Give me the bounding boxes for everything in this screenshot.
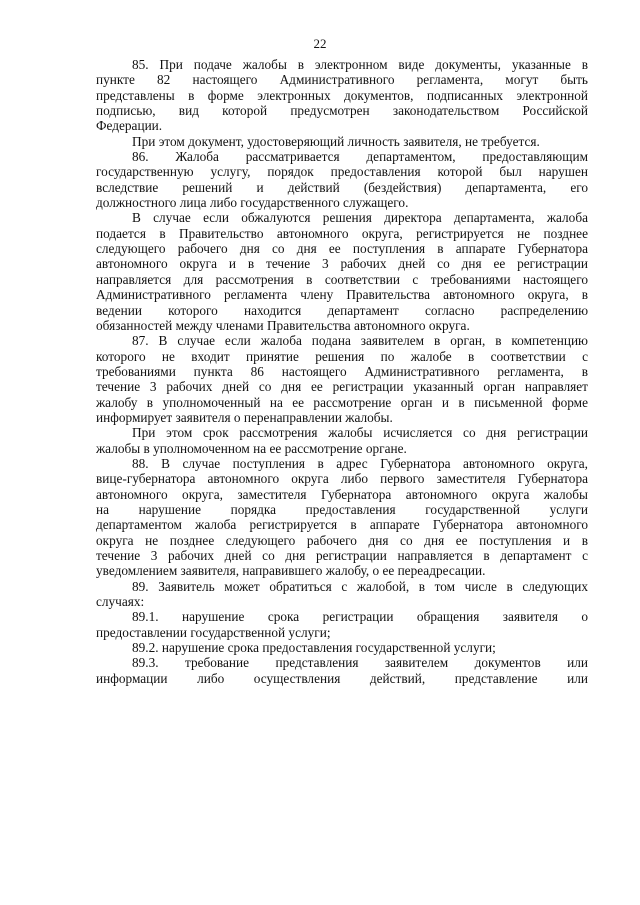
text-line: 87. В случае если жалоба подана заявителем в орган, в компетенцию bbox=[132, 333, 588, 349]
text-line: При этом срок рассмотрения жалобы исчисляется со дня регистрации bbox=[132, 425, 588, 441]
text-line: представлены в форме электронных документов, подписанных электронной bbox=[96, 87, 588, 103]
text-line: 89. Заявитель может обратиться с жалобой, в том числе в следующих bbox=[132, 578, 588, 594]
paragraph bbox=[96, 333, 588, 425]
text-line: информирует заявителя о перенаправлении жалобы. bbox=[96, 409, 393, 425]
text-line: следующего рабочего дня со дня ее поступления в аппарате Губернатора bbox=[96, 241, 588, 257]
paragraph bbox=[96, 609, 588, 640]
text-line: должностного лица либо государственного служащего. bbox=[96, 195, 409, 211]
text-line: обязанностей между членами Правительства автономного округа. bbox=[96, 317, 470, 333]
paragraph bbox=[96, 134, 588, 149]
paragraph bbox=[96, 579, 588, 610]
text-line: жалобы в уполномоченном на ее рассмотрение органе. bbox=[96, 440, 407, 456]
text-line: государственную услугу, порядок предоставления которой был нарушен bbox=[96, 164, 588, 180]
text-line: случаях: bbox=[96, 594, 145, 610]
text-line: 86. Жалоба рассматривается департаментом, предоставляющим bbox=[132, 149, 588, 165]
document-body bbox=[96, 57, 588, 686]
text-line: которого не входит принятие решения по жалобе в соответствии с bbox=[96, 348, 588, 364]
text-line: департаментом жалоба регистрируется в аппарате Губернатора автономного bbox=[96, 517, 588, 533]
text-line: подается в Правительство автономного округа, регистрируется не позднее bbox=[96, 225, 588, 241]
text-line: В случае если обжалуются решения директора департамента, жалоба bbox=[132, 210, 588, 226]
text-line: 89.3. требование представления заявителем документов или bbox=[132, 655, 588, 671]
text-line: информации либо осуществления действий, представление или bbox=[96, 670, 588, 686]
text-line: 89.2. нарушение срока предоставления государственной услуги; bbox=[132, 640, 496, 656]
text-line: автономного округа и в течение 3 рабочих дней со дня ее регистрации bbox=[96, 256, 588, 272]
text-line: предоставлении государственной услуги; bbox=[96, 624, 331, 640]
paragraph bbox=[96, 456, 588, 579]
paragraph bbox=[96, 210, 588, 333]
text-line: на нарушение порядка предоставления государственной услуги bbox=[96, 501, 588, 517]
text-line: направляется для рассмотрения в соответствии с требованиями настоящего bbox=[96, 271, 588, 287]
text-line: течение 3 рабочих дней со дня ее регистрации указанный орган направляет bbox=[96, 379, 588, 395]
text-line: подписью, вид которой предусмотрен законодательством Российской bbox=[96, 103, 588, 119]
text-line: уведомлением заявителя, направившего жалобу, о ее переадресации. bbox=[96, 563, 486, 579]
text-line: 88. В случае поступления в адрес Губернатора автономного округа, bbox=[132, 455, 588, 471]
text-line: вследствие решений и действий (бездействия) департамента, его bbox=[96, 179, 588, 195]
paragraph bbox=[96, 640, 588, 655]
text-line: пункте 82 настоящего Административного регламента, могут быть bbox=[96, 72, 588, 88]
page-number: 22 bbox=[313, 36, 327, 51]
text-line: округа не позднее следующего рабочего дня со дня ее поступления и в bbox=[96, 532, 588, 548]
text-line: 89.1. нарушение срока регистрации обращения заявителя о bbox=[132, 609, 588, 625]
text-line: 85. При подаче жалобы в электронном виде документы, указанные в bbox=[132, 57, 588, 72]
paragraph bbox=[96, 57, 588, 134]
text-line: Федерации. bbox=[96, 118, 163, 134]
text-line: вице-губернатора автономного округа либо первого заместителя Губернатора bbox=[96, 471, 588, 487]
text-line: течение 3 рабочих дней со дня регистрации направляется в департамент с bbox=[96, 548, 588, 563]
text-line: ведении которого находится департамент согласно распределению bbox=[96, 302, 588, 318]
paragraph bbox=[96, 425, 588, 456]
text-line: автономного округа, заместителя Губернатора автономного округа жалобы bbox=[96, 486, 588, 502]
paragraph bbox=[96, 655, 588, 686]
text-line: Административного регламента члену Правительства автономного округа, в bbox=[96, 287, 588, 303]
text-line: жалобу в уполномоченный на ее рассмотрение орган и в письменной форме bbox=[96, 394, 588, 410]
text-line: При этом документ, удостоверяющий личность заявителя, не требуется. bbox=[132, 133, 540, 149]
paragraph bbox=[96, 149, 588, 210]
text-line: требованиями пункта 86 настоящего Административного регламента, в bbox=[96, 363, 588, 379]
